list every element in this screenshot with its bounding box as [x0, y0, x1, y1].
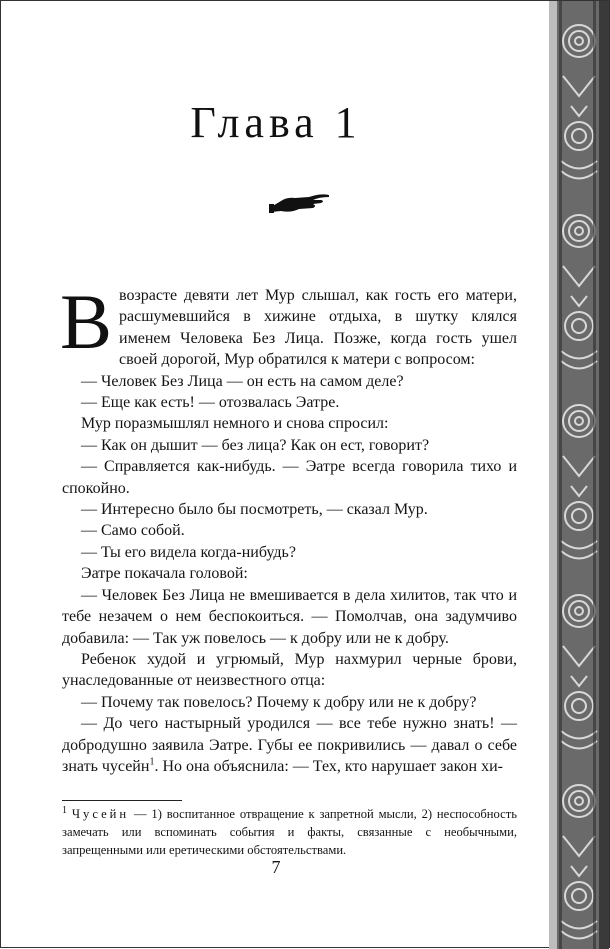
- paragraph: [62, 692, 517, 713]
- chapter-body-text: [60, 278, 517, 777]
- footnote: [62, 805, 517, 859]
- paragraph: [62, 435, 517, 456]
- paragraph-text: Ребенок худой и угрюмый, Мур нахмурил черные брови, унаследованные от неизвестного отца:: [62, 650, 517, 690]
- paragraph: [62, 563, 517, 584]
- paragraph: [62, 413, 517, 434]
- paragraph-text: — Человек Без Лица — он есть на самом деле?: [81, 372, 404, 390]
- footnote-text: — 1) воспитанное отвращение к запретной мысли, 2) неспособность замечать или вспоминать события и факты, связанные с необычными, запрещенными или еретическими обстоятельствами.: [62, 807, 517, 857]
- paragraph: [62, 371, 517, 392]
- ornament-pattern-image: [549, 1, 609, 949]
- paragraph-text: Эатре покачала головой:: [81, 565, 248, 583]
- paragraph: [62, 520, 517, 541]
- paragraph: [62, 542, 517, 563]
- paragraph-text: Мур поразмышлял немного и снова спросил:: [81, 415, 389, 433]
- paragraph: [62, 713, 517, 777]
- paragraph-text: — Ты его видела когда-нибудь?: [81, 543, 296, 561]
- paragraph: [62, 585, 517, 649]
- paragraph-text: — Само собой.: [81, 522, 185, 540]
- chapter-title: Глава 1: [190, 98, 362, 147]
- footnote-divider: [62, 800, 182, 801]
- paragraph-text: возрасте девяти лет Мур слышал, как гость его матери, расшумевшийся в хижине отдыха, в шутку клялся именем Человека Без Лица. Позже, когда гость ушел своей дорогой, Мур обратился к матери с вопросом:: [119, 287, 517, 369]
- paragraph-text-tail: . Но она объяснила: — Тех, кто нарушает закон хи-: [154, 757, 503, 775]
- paragraph: [62, 392, 517, 413]
- paragraph-text: — До чего настырный уродился — все тебе нужно знать! — добродушно заявила Эатре. Губы ее покривились — давал о себе знать чусейн: [62, 715, 517, 775]
- paragraph-text: — Почему так повелось? Почему к добру или не к добру?: [81, 693, 477, 711]
- pointing-hand-icon: [269, 191, 331, 215]
- paragraph-text: — Человек Без Лица не вмешивается в дела хилитов, так что и тебе незачем о нем беспокоиться. — Помолчав, она задумчиво добавила: — Так уж повелось — к добру или не к добру.: [62, 586, 517, 647]
- footnote-term: Чусейн: [71, 807, 130, 821]
- paragraph-text: — Как он дышит — без лица? Как он ест, говорит?: [81, 436, 430, 454]
- paragraph-opening: [60, 278, 517, 371]
- paragraph: [62, 649, 517, 692]
- paragraph-text: — Еще как есть! — отозвалась Эатре.: [81, 394, 340, 412]
- paragraph: [62, 499, 517, 520]
- paragraph-text: — Интересно было бы посмотреть, — сказал Мур.: [81, 501, 428, 519]
- footnote-marker: 1: [62, 804, 67, 816]
- paragraph-text: — Справляется как-нибудь. — Эатре всегда говорила тихо и спокойно.: [62, 458, 517, 497]
- decorative-border-strip: [549, 1, 609, 949]
- paragraph: [62, 456, 517, 499]
- footnote-ref: 1: [149, 756, 155, 768]
- page-number: 7: [271, 857, 281, 877]
- drop-cap: В: [60, 278, 113, 365]
